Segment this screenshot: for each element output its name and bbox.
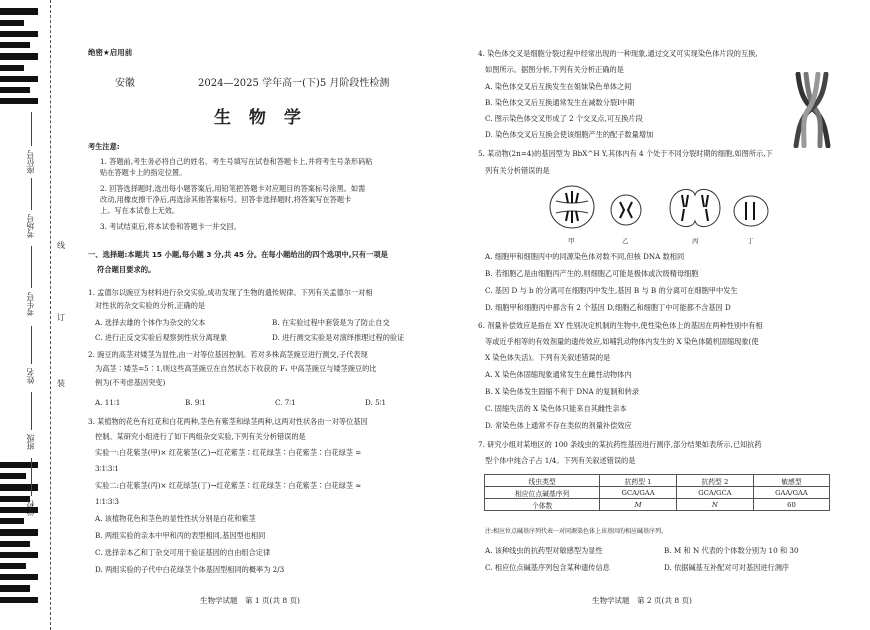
table-row [485, 499, 830, 511]
table-header-row [485, 475, 830, 487]
q6-stem: X 染色体失活)。下列有关叙述错误的是 [485, 353, 611, 362]
q4-option: D. 染色体交叉后互换会使该细胞产生的配子数量增加 [485, 130, 654, 139]
table-cell: GCA/GAA [600, 487, 677, 499]
section1-header-cont: 符合题目要求的。 [97, 265, 156, 274]
page-footer-left: 生物学试题 第 1 页(共 8 页) [200, 596, 300, 605]
seat-field-label: 座位号 [26, 150, 35, 174]
cell-label-ding: 丁 [747, 237, 754, 245]
table-note: 注:相应位点碱基序列代表一对同源染色体上该基因的相应碱基序列。 [485, 528, 668, 535]
q1-stem: 对性状的杂交实验的分析,正确的是 [95, 301, 206, 310]
class-field-label: 班级 [26, 434, 35, 450]
table-cell: GCA/GCA [676, 487, 753, 499]
q3-option: A. 该植物花色和茎色的显性性状分别是白花和紫茎 [95, 514, 256, 523]
q7-option: A. 该种线虫的抗药型对敏感型为显性 [485, 546, 603, 555]
q1-option: D. 进行测交实验是对演绎推理过程的验证 [272, 333, 405, 342]
note-line: 2. 回答选择题时,选出每小题答案后,用铅笔把答题卡对应题目的答案标号涂黑。如需 [100, 184, 366, 193]
notes-title: 考生注意: [88, 142, 120, 151]
cell-yi-figure [610, 192, 642, 228]
q3-option: C. 选择亲本乙和丁杂交可用于验证基因的自由组合定律 [95, 548, 271, 557]
table-cell: N [676, 499, 753, 511]
q2-option: D. 5∶1 [365, 398, 387, 407]
section1-header: 一、选择题:本题共 15 小题,每小题 3 分,共 45 分。在每小题给出的四个选项中,只有一项是 [88, 250, 388, 259]
room-field-label: 考场号 [26, 214, 35, 238]
q1-stem: 1. 孟德尔以豌豆为材料进行杂交实验,成功发现了生物的遗传规律。下列有关孟德尔一对相 [88, 288, 373, 297]
q4-option: A. 染色体交叉后互换发生在姐妹染色单体之间 [485, 82, 632, 91]
q6-option: A. X 染色体固缩现象通常发生在雌性动物体内 [485, 370, 632, 379]
q6-option: C. 固缩失活的 X 染色体只能来自其雌性亲本 [485, 404, 627, 413]
q3-option: D. 两组实验的子代中白花绿茎个体基因型相同的概率为 2/3 [95, 565, 285, 574]
name-field-label: 姓名 [26, 368, 35, 384]
q1-option: B. 在实验过程中套袋是为了防止自交 [272, 318, 390, 327]
q3-stem: 控制。某研究小组进行了如下两组杂交实验,下列有关分析错误的是 [95, 432, 306, 441]
class-field-line [31, 392, 32, 430]
chromosome-crossover-figure [790, 72, 834, 148]
table-cell: 个体数 [485, 499, 600, 511]
table-header-cell: 抗药型 2 [676, 475, 753, 487]
q7-result-table [484, 474, 830, 511]
q3-stem: 3∶1∶3∶1 [95, 464, 119, 473]
table-cell: 60 [753, 499, 829, 511]
room-field-line [31, 178, 32, 210]
cell-jia-figure [548, 183, 596, 233]
seal-mark-bind: 订 [57, 313, 65, 322]
table-cell: M [600, 499, 677, 511]
exam-title: 2024—2025 学年高一(下)5 月阶段性检测 [198, 78, 390, 89]
table-cell: 相应位点碱基序列 [485, 487, 600, 499]
q4-option: B. 染色体交叉后互换通常发生在减数分裂Ⅰ中期 [485, 98, 635, 107]
q6-stem: 6. 剂量补偿效应是指在 XY 性别决定机制的生物中,使性染色体上的基因在两种性别中有相 [478, 321, 763, 330]
note-line: 贴在答题卡上的指定位置。 [100, 168, 187, 177]
q7-stem: 型个体中纯合子占 1/4。下列有关叙述错误的是 [485, 456, 636, 465]
q5-stem: 5. 某动物(2n=4)的基因型为 BbX^H Y,其体内有 4 个处于不同分裂时期的细胞,如图所示,下 [478, 149, 773, 158]
q5-option: C. 基因 D 与 b 的分离可在细胞丙中发生,基因 B 与 B 的分离可在细胞甲中发生 [485, 286, 738, 295]
note-line: 改动,用橡皮擦干净后,再选涂其他答案标号。回答非选择题时,将答案写在答题卡 [100, 195, 352, 204]
name-field-line [31, 326, 32, 364]
school-field-label: 学校 [26, 500, 35, 516]
seal-mark-install: 装 [57, 379, 65, 388]
seal-mark-line: 线 [57, 241, 65, 250]
note-line: 3. 考试结束后,将本试卷和答题卡一并交回。 [100, 222, 241, 231]
q7-option: D. 依据碱基互补配对可对基因进行测序 [664, 563, 790, 572]
q3-stem: 实验一:白花紫茎(甲)× 红花紫茎(乙)→红花紫茎∶红花绿茎∶白花紫茎∶白花绿茎 = [95, 448, 362, 457]
q2-option: A. 11∶1 [95, 398, 121, 407]
school-field-line [31, 458, 32, 496]
q4-stem: 4. 染色体交叉是细胞分裂过程中经常出现的一种现象,通过交叉可实现染色体片段的互换, [478, 49, 758, 58]
q4-stem: 如图所示。据图分析,下列有关分析正确的是 [485, 65, 624, 74]
examinee-field-label: 考生号 [26, 292, 35, 316]
q1-option: A. 选择去雄的个体作为杂交的父本 [95, 318, 206, 327]
q7-stem: 7. 研究小组对某地区的 100 条线虫的某抗药性基因进行测序,部分结果如表所示,已知抗药 [478, 440, 762, 449]
q2-stem: 2. 豌豆的高茎对矮茎为显性,由一对等位基因控制。若对多株高茎豌豆进行测交,子代表现 [88, 350, 368, 359]
note-line: 1. 答题前,考生务必将自己的姓名、考生号填写在试卷和答题卡上,并将考生号条形码粘 [100, 157, 373, 166]
q2-option: C. 7∶1 [275, 398, 296, 407]
q2-stem: 为高茎∶矮茎=5∶1,则这些高茎豌豆在自然状态下收获的 F₁ 中高茎豌豆与矮茎豌豆的比 [95, 364, 377, 373]
cell-bing-figure [666, 183, 724, 233]
note-line: 上。写在本试卷上无效。 [100, 206, 180, 215]
q6-option: D. 常染色体上通常不存在类似的剂量补偿效应 [485, 421, 632, 430]
table-header-cell: 线虫类型 [485, 475, 600, 487]
table-row [485, 487, 830, 499]
q3-option: B. 两组实验的亲本中甲和丙的表型相同,基因型也相同 [95, 531, 266, 540]
table-header-cell: 抗药型 1 [600, 475, 677, 487]
cell-label-jia: 甲 [568, 237, 575, 245]
q3-stem: 3. 某植物的花色有红花和白花两种,茎色有紫茎和绿茎两种,这两对性状各由一对等位基因 [88, 417, 368, 426]
region-label: 安徽 [115, 78, 135, 89]
q3-stem: 1∶1∶3∶3 [95, 497, 119, 506]
q6-stem: 等或近乎相等的有效剂量的遗传效应,如哺乳动物体内发生的 X 染色体随机固缩现象(使 [485, 337, 759, 346]
q1-option: C. 进行正反交实验后观察到性状分离现象 [95, 333, 228, 342]
seat-field-line [31, 112, 32, 146]
q7-option: B. M 和 N 代表的个体数分别为 10 和 30 [664, 546, 799, 555]
q7-option: C. 相应位点碱基序列包含某种遗传信息 [485, 563, 610, 572]
q2-option: B. 9∶1 [185, 398, 206, 407]
page-footer-right: 生物学试题 第 2 页(共 8 页) [592, 596, 692, 605]
binding-dashed-line [50, 0, 51, 630]
secret-label: 绝密★启用前 [88, 48, 133, 57]
q3-stem: 实验二:白花紫茎(丙)× 红花绿茎(丁)→红花紫茎∶红花绿茎∶白花紫茎∶白花绿茎 ≈ [95, 481, 362, 490]
q5-stem: 列有关分析错误的是 [485, 166, 550, 175]
table-header-cell: 敏感型 [753, 475, 829, 487]
examinee-field-line [31, 246, 32, 288]
q5-option: B. 若细胞乙是由细胞丙产生的,则细胞乙可能是极体或次级精母细胞 [485, 269, 699, 278]
q4-option: C. 图示染色体交叉形成了 2 个交叉点,可互换片段 [485, 114, 643, 123]
cell-ding-figure [732, 194, 770, 228]
cell-label-yi: 乙 [622, 237, 629, 245]
q6-option: B. X 染色体发生固缩不利于 DNA 的复制和转录 [485, 387, 640, 396]
cell-label-bing: 丙 [692, 237, 699, 245]
subject-title: 生 物 学 [214, 108, 307, 128]
q5-option: A. 细胞甲和细胞丙中的同源染色体对数不同,但核 DNA 数相同 [485, 252, 685, 261]
table-cell: GAA/GAA [753, 487, 829, 499]
q5-option: D. 细胞甲和细胞丙中都含有 2 个基因 D,细胞乙和细胞丁中可能都不含基因 D [485, 303, 731, 312]
q2-stem: 例为(不考虑基因突变) [95, 378, 166, 387]
